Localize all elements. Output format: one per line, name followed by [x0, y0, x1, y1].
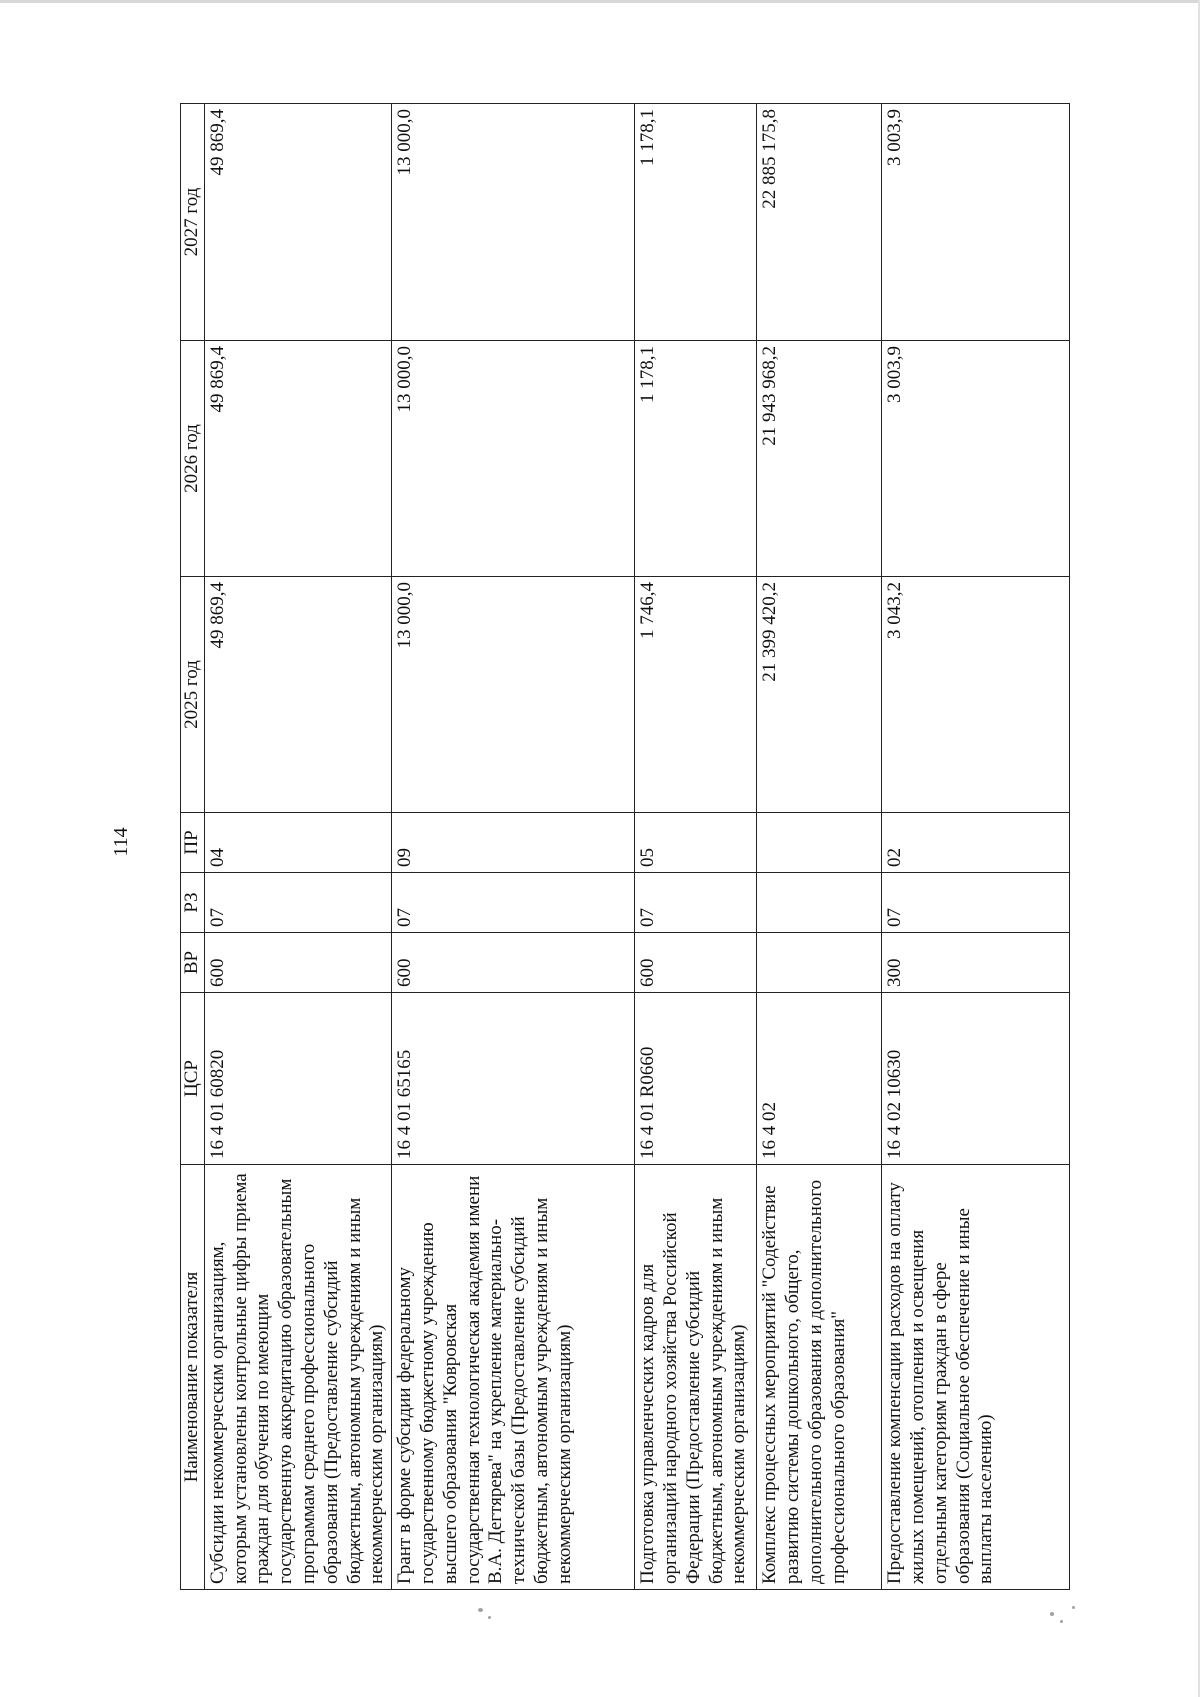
row-name: Предоставление компенсации расходов на оплату жилых помещений, отопления и освещения отдельным категориям граждан в сфере образования (Социальное обеспечение и иные выплаты населению) [882, 1165, 1070, 1590]
budget-table [180, 103, 1070, 1590]
row-csr: 16 4 01 R0660 [635, 993, 757, 1165]
header-csr: ЦСР [181, 993, 205, 1165]
row-csr: 16 4 02 [757, 993, 882, 1165]
row-value-2025: 49 869,4 [204, 577, 391, 813]
scan-speck [1072, 1606, 1075, 1609]
header-name: Наименование показателя [181, 1165, 205, 1590]
row-value-2026: 13 000,0 [392, 341, 635, 577]
table-row [757, 104, 882, 1590]
table-row [882, 104, 1070, 1590]
row-name: Грант в форме субсидии федеральному государственному бюджетному учреждению высшего образования "Ковровская государственная технологическая академия имени В.А. Дегтярева" на укрепление материально-технической базы (Предоставление субсидий бюджетным, автономным учреждениям и иным некоммерческим организациям) [392, 1165, 635, 1590]
header-vr: ВР [181, 933, 205, 993]
scan-speck [1050, 1612, 1054, 1616]
row-value-2027: 1 178,1 [635, 104, 757, 341]
row-vr: 300 [882, 933, 1070, 993]
row-value-2027: 49 869,4 [204, 104, 391, 341]
row-csr: 16 4 01 60820 [204, 993, 391, 1165]
row-csr: 16 4 01 65165 [392, 993, 635, 1165]
row-csr: 16 4 02 10630 [882, 993, 1070, 1165]
scan-speck [488, 1616, 491, 1619]
row-vr: 600 [204, 933, 391, 993]
page-number: 114 [110, 827, 132, 857]
row-name: Подготовка управленческих кадров для организаций народного хозяйства Российской Федерации (Предоставление субсидий бюджетным, автономным учреждениям и иным некоммерческим организациям) [635, 1165, 757, 1590]
row-rz [757, 873, 882, 933]
header-2027: 2027 год [181, 104, 205, 341]
row-rz: 07 [392, 873, 635, 933]
row-value-2025: 21 399 420,2 [757, 577, 882, 813]
row-value-2026: 3 003,9 [882, 341, 1070, 577]
row-rz: 07 [882, 873, 1070, 933]
row-vr: 600 [635, 933, 757, 993]
table-header-row [181, 104, 205, 1590]
row-pr: 09 [392, 813, 635, 873]
scan-speck [478, 1608, 483, 1612]
rotated-table-container [180, 104, 1070, 1590]
row-rz: 07 [204, 873, 391, 933]
row-value-2025: 3 043,2 [882, 577, 1070, 813]
header-2025: 2025 год [181, 577, 205, 813]
scan-edge-top [0, 0, 1200, 3]
row-value-2027: 13 000,0 [392, 104, 635, 341]
row-pr [757, 813, 882, 873]
scan-speck [1060, 1620, 1063, 1623]
header-pr: ПР [181, 813, 205, 873]
row-value-2027: 3 003,9 [882, 104, 1070, 341]
table-row [204, 104, 391, 1590]
row-rz: 07 [635, 873, 757, 933]
row-value-2025: 13 000,0 [392, 577, 635, 813]
row-name: Субсидии некоммерческим организациям, которым установлены контрольные цифры приема граждан для обучения по имеющим государственную аккредитацию образовательным программам среднего профессионального образования (Предоставление субсидий бюджетным, автономным учреждениям и иным некоммерческим организациям) [204, 1165, 391, 1590]
row-value-2026: 49 869,4 [204, 341, 391, 577]
header-rz: РЗ [181, 873, 205, 933]
row-vr: 600 [392, 933, 635, 993]
row-name: Комплекс процессных мероприятий "Содействие развитию системы дошкольного, общего, дополнительного образования и дополнительного профессионального образования" [757, 1165, 882, 1590]
row-pr: 05 [635, 813, 757, 873]
table-row [635, 104, 757, 1590]
row-vr [757, 933, 882, 993]
row-pr: 02 [882, 813, 1070, 873]
row-value-2026: 1 178,1 [635, 341, 757, 577]
row-value-2026: 21 943 968,2 [757, 341, 882, 577]
table-row [392, 104, 635, 1590]
row-value-2027: 22 885 175,8 [757, 104, 882, 341]
header-2026: 2026 год [181, 341, 205, 577]
row-pr: 04 [204, 813, 391, 873]
row-value-2025: 1 746,4 [635, 577, 757, 813]
